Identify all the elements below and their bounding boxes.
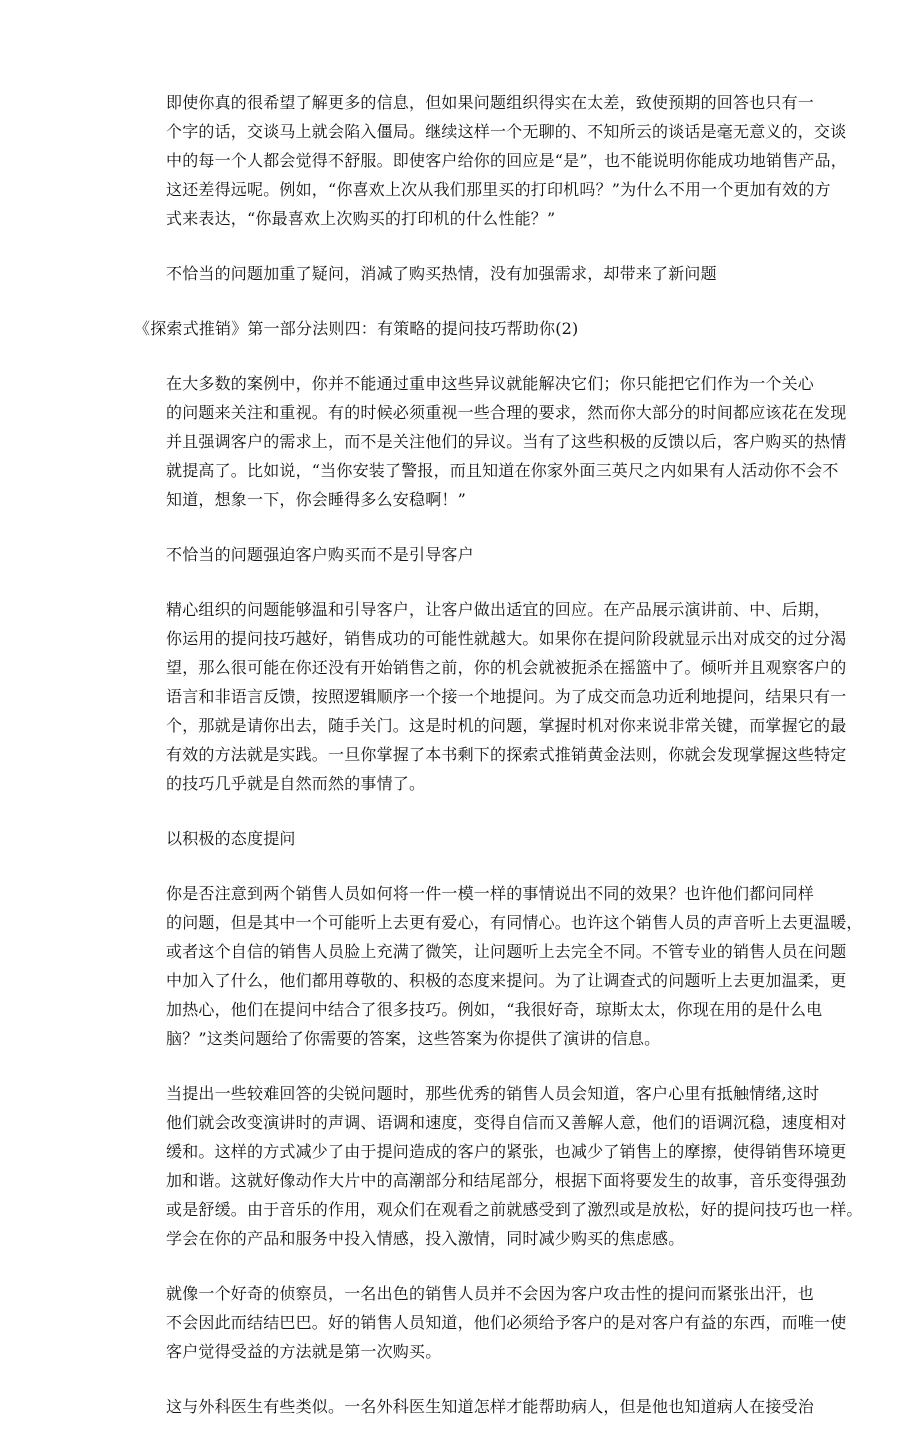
paragraph-line: 中加入了什么，他们都用尊敬的、积极的态度来提问。为了让调查式的问题听上去更加温柔，更 [166,971,847,990]
paragraph-line: 即使你真的很希望了解更多的信息，但如果问题组织得实在太差，致使预期的回答也只有一 [166,93,815,112]
paragraph-line: 个，那就是请你出去，随手关门。这是时机的问题，掌握时机对你来说非常关键，而掌握它的最 [166,716,847,735]
paragraph-line: 你运用的提问技巧越好，销售成功的可能性就越大。如果你在提问阶段就显示出对成交的过分渴 [166,629,847,648]
paragraph-line: 的问题来关注和重视。有的时候必须重视一些合理的要求，然而你大部分的时间都应该花在发现 [166,403,847,422]
paragraph-line: 就像一个好奇的侦察员，一名出色的销售人员并不会因为客户攻击性的提问而紧张出汗，也 [166,1284,815,1303]
paragraph-line: 并且强调客户的需求上，而不是关注他们的异议。当有了这些积极的反馈以后，客户购买的热情 [166,432,847,451]
paragraph-line: 语言和非语言反馈，按照逻辑顺序一个接一个地提问。为了成交而急功近利地提问，结果只有一 [166,687,847,706]
paragraph-line: 的问题，但是其中一个可能听上去更有爱心，有同情心。也许这个销售人员的声音听上去更温暖， [166,913,863,932]
paragraph-line: 有效的方法就是实践。一旦你掌握了本书剩下的探索式推销黄金法则，你就会发现掌握这些特定 [166,745,847,764]
paragraph-line: 不会因此而结结巴巴。好的销售人员知道，他们必须给予客户的是对客户有益的东西，而唯一使 [166,1313,847,1332]
section-heading: 以积极的态度提问 [166,829,296,848]
paragraph-line: 客户觉得受益的方法就是第一次购买。 [166,1342,442,1361]
paragraph-line: 个字的话，交谈马上就会陷入僵局。继续这样一个无聊的、不知所云的谈话是毫无意义的，交谈 [166,122,847,141]
paragraph-line: 他们就会改变演讲时的声调、语调和速度，变得自信而又善解人意，他们的语调沉稳，速度相对 [166,1113,847,1132]
section-heading: 不恰当的问题加重了疑问，消减了购买热情，没有加强需求，却带来了新问题 [166,264,717,283]
paragraph-line: 知道，想象一下，你会睡得多么安稳啊！” [166,490,466,509]
body-paragraph [134,595,847,798]
paragraph-line: 当提出一些较难回答的尖锐问题时，那些优秀的销售人员会知道，客户心里有抵触情绪,这时 [166,1084,820,1103]
paragraph-line: 或是舒缓。由于音乐的作用，观众们在观看之前就感受到了激烈或是放松，好的提问技巧也一样。 [166,1200,863,1219]
paragraph-line: 你是否注意到两个销售人员如何将一件一模一样的事情说出不同的效果？也许他们都问同样 [166,884,815,903]
paragraph-line: 的技巧几乎就是自然而然的事情了。 [166,774,426,793]
section-title: 《探索式推销》第一部分法则四：有策略的提问技巧帮助你(2) [134,319,579,338]
paragraph-line: 学会在你的产品和服务中投入情感，投入激情，同时减少购买的焦虑感。 [166,1229,685,1248]
document-body [134,88,863,1447]
body-paragraph [134,1079,863,1253]
paragraph-line: 就提高了。比如说，“当你安装了警报，而且知道在你家外面三英尺之内如果有人活动你不会不 [166,461,839,480]
paragraph-line: 加热心，他们在提问中结合了很多技巧。例如，“我很好奇，琼斯太太，你现在用的是什么电 [166,1000,823,1019]
body-paragraph [134,1392,815,1421]
paragraph-line: 脑？”这类问题给了你需要的答案，这些答案为你提供了演讲的信息。 [166,1029,661,1048]
paragraph-line: 式来表达，“你最喜欢上次购买的打印机的什么性能？” [166,209,556,228]
paragraph-line: 望，那么很可能在你还没有开始销售之前，你的机会就被扼杀在摇篮中了。倾听并且观察客户的 [166,658,847,677]
paragraph-line: 中的每一个人都会觉得不舒服。即使客户给你的回应是“是”，也不能说明你能成功地销售产品， [166,151,847,170]
paragraph-line: 或者这个自信的销售人员脸上充满了微笑，让问题听上去完全不同。不管专业的销售人员在问题 [166,942,847,961]
section-heading: 不恰当的问题强迫客户购买而不是引导客户 [166,545,474,564]
paragraph-line: 在大多数的案例中，你并不能通过重申这些异议就能解决它们；你只能把它们作为一个关心 [166,374,815,393]
paragraph-line: 这与外科医生有些类似。一名外科医生知道怎样才能帮助病人，但是他也知道病人在接受治 [166,1397,815,1416]
body-paragraph [134,879,863,1053]
body-paragraph [134,88,847,233]
paragraph-line: 加和谐。这就好像动作大片中的高潮部分和结尾部分，根据下面将要发生的故事，音乐变得强劲 [166,1171,847,1190]
body-paragraph [134,1279,847,1366]
body-paragraph [134,369,847,514]
paragraph-line: 缓和。这样的方式减少了由于提问造成的客户的紧张，也减少了销售上的摩擦，使得销售环境更 [166,1142,847,1161]
paragraph-line: 精心组织的问题能够温和引导客户，让客户做出适宜的回应。在产品展示演讲前、中、后期， [166,600,831,619]
paragraph-line: 这还差得远呢。例如，“你喜欢上次从我们那里买的打印机吗？”为什么不用一个更加有效的方 [166,180,831,199]
